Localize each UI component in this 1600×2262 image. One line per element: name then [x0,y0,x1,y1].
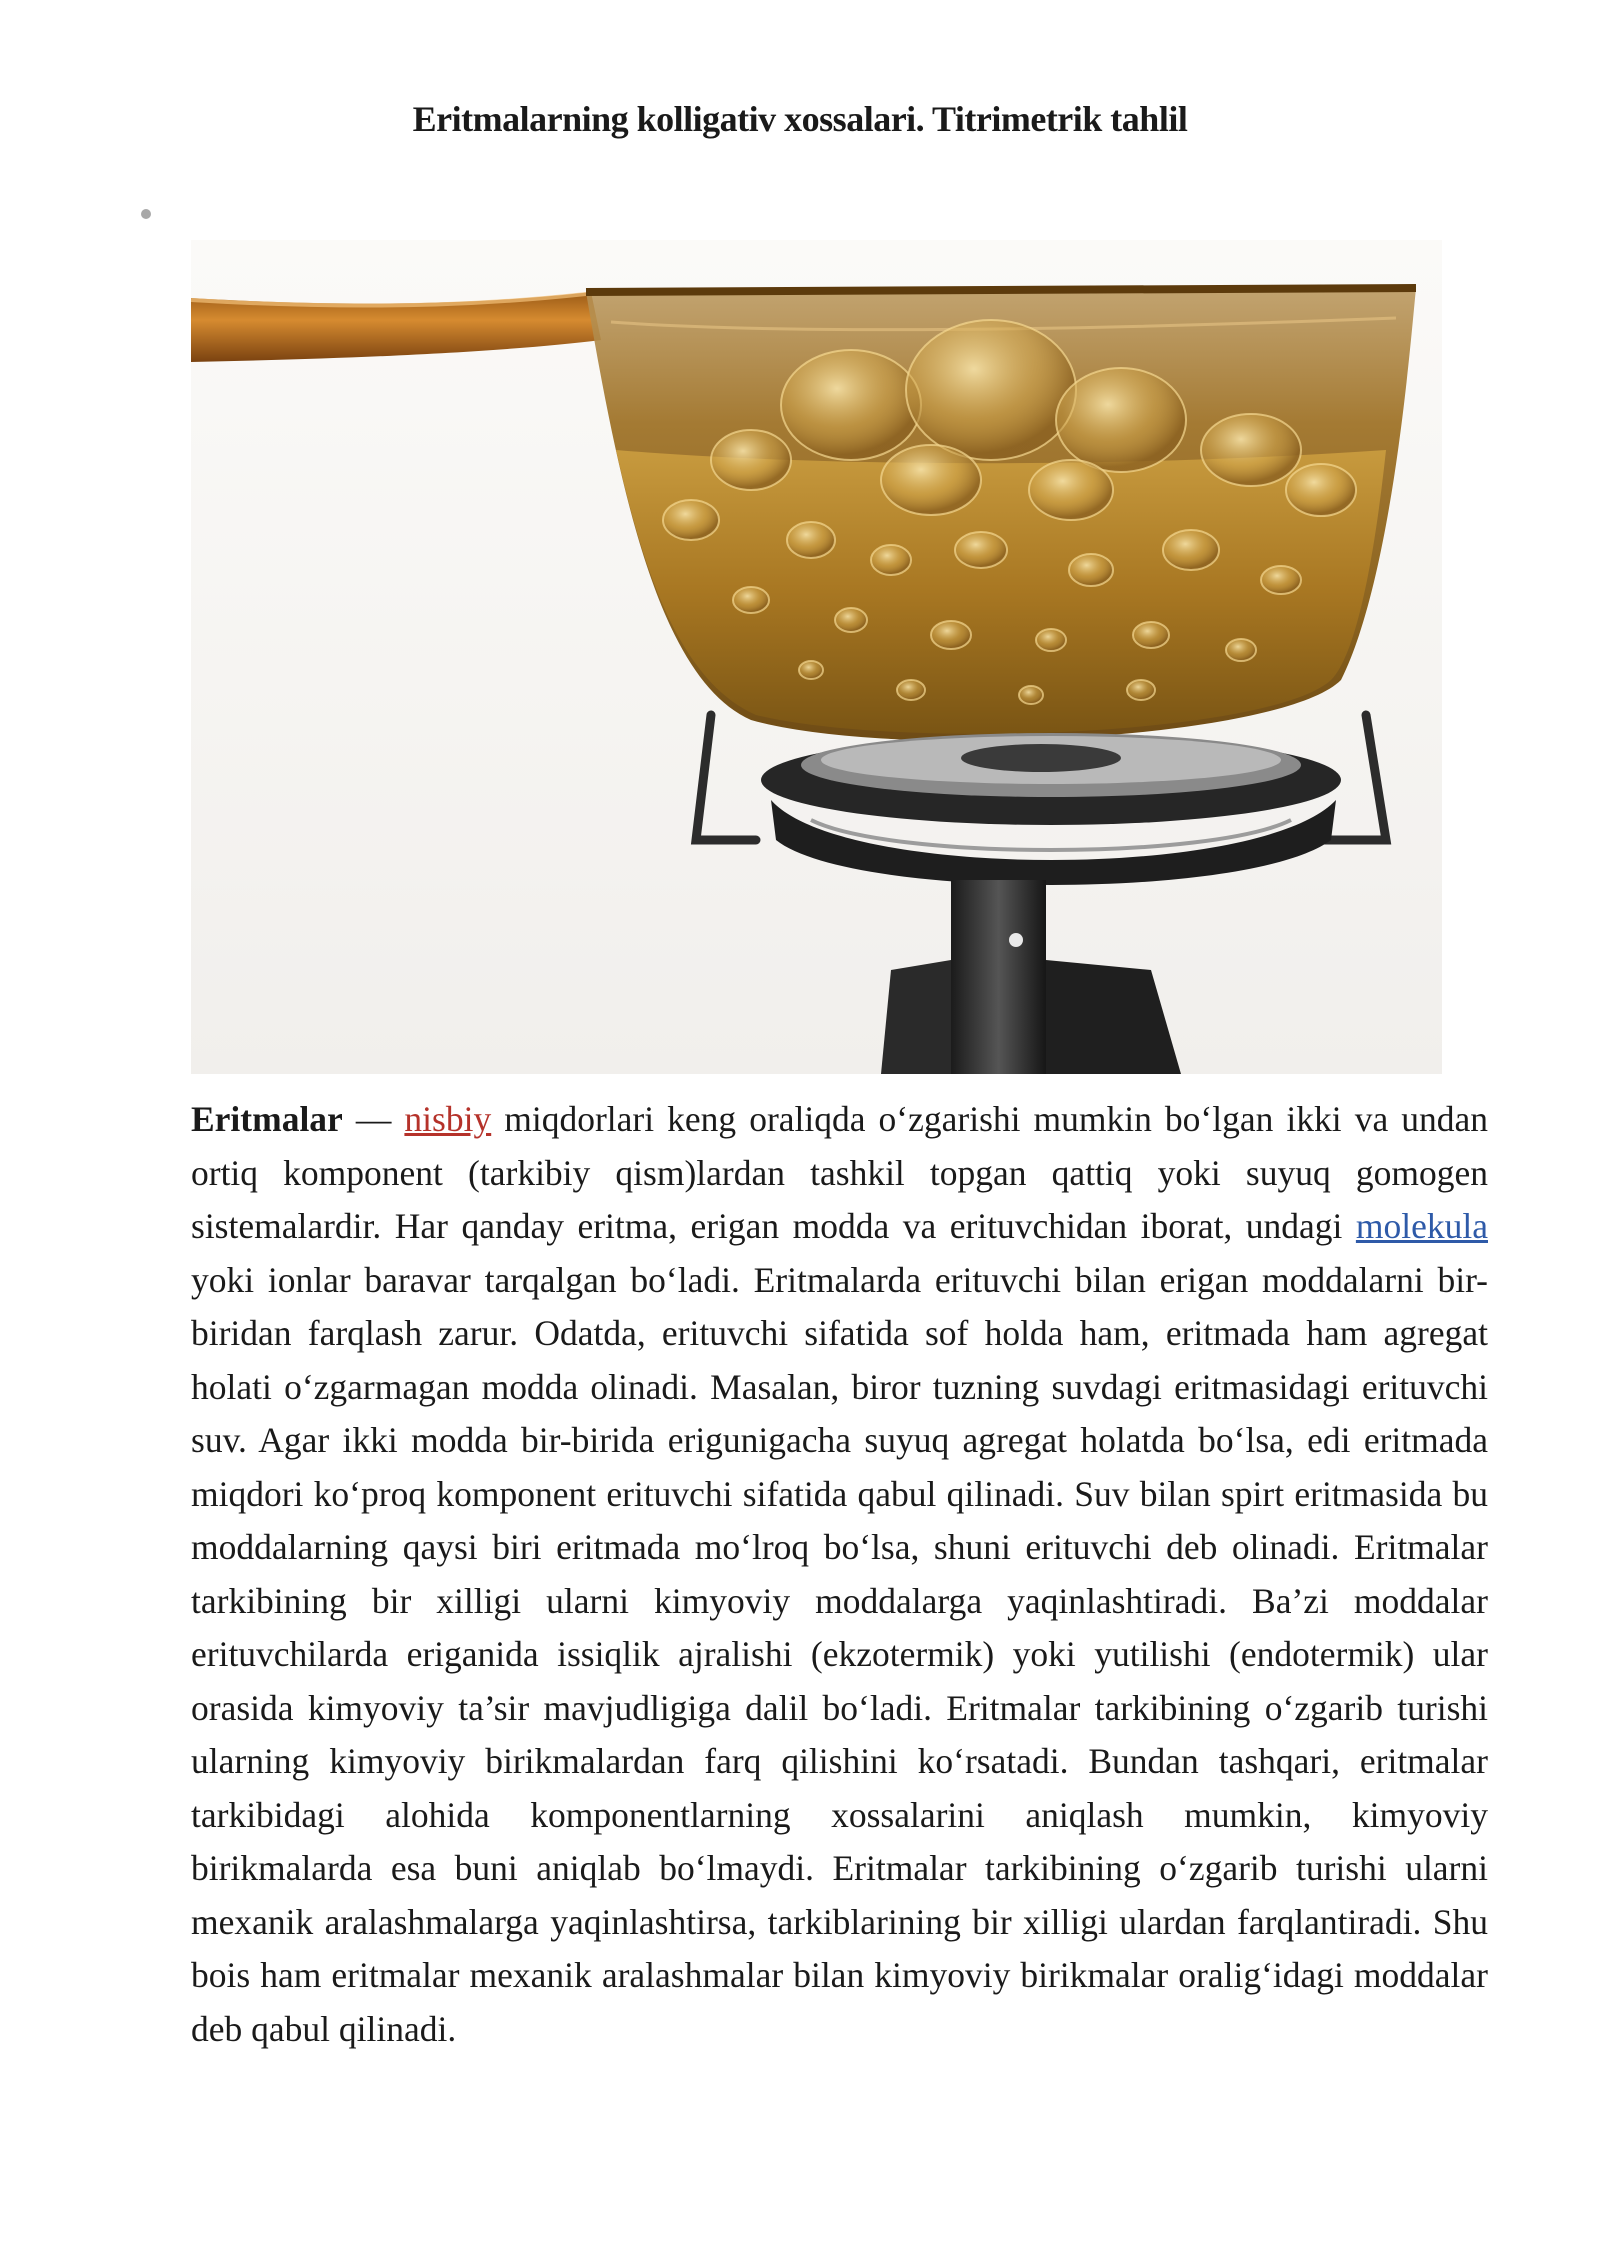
list-bullet [141,209,151,219]
lead-term: Eritmalar [191,1099,343,1139]
page-title: Eritmalarning kolligativ xossalari. Titrimetrik tahlil [412,99,1188,139]
em-dash: — [342,1099,405,1139]
article-photo-boiling-pot [191,240,1442,1074]
paragraph-text-1: miqdorlari keng oraliqda oʻzgarishi mumkin boʻlgan ikki va undan ortiq komponent (tarkibiy qism)lardan tashkil topgan qattiq yoki suyuq gomogen sistemalardir. Har qanday eritma, erigan modda va erituvchidan iborat, undagi [191,1099,1488,1246]
paragraph-text-2: yoki ionlar baravar tarqalgan boʻladi. Eritmalarda erituvchi bilan erigan moddalarni bir-biridan farqlash zarur. Odatda, erituvchi sifatida sof holda ham, eritmada ham agregat holati oʻzgarmagan modda olinadi. Masalan, biror tuzning suvdagi eritmasidagi erituvchi suv. Agar ikki modda bir-birida erigunigacha suyuq agregat holatda boʻlsa, edi eritmada miqdori koʻproq komponent erituvchi sifatida qabul qilinadi. Suv bilan spirt eritmasida bu moddalarning qaysi biri eritmada moʻlroq boʻlsa, shuni erituvchi deb olinadi. Eritmalar tarkibining bir xilligi ularni kimyoviy moddalarga yaqinlashtiradi. Ba’zi moddalar erituvchilarda eriganida issiqlik ajralishi (ekzotermik) yoki yutilishi (endotermik) ular orasida kimyoviy ta’sir mavjudligiga dalil boʻladi. Eritmalar tarkibining oʻzgarib turishi ularning kimyoviy birikmalardan farq qilishini koʻrsatadi. Bundan tashqari, eritmalar tarkibidagi alohida komponentlarning xossalarini aniqlash mumkin, kimyoviy birikmalarda esa buni aniqlab boʻlmaydi. Eritmalar tarkibining oʻzgarib turishi ularni mexanik aralashmalarga yaqinlashtirsa, tarkiblarining bir xilligi ulardan farqlantiradi. Shu bois ham eritmalar mexanik aralashmalar bilan kimyoviy birikmalar oraligʻidagi moddalar deb qabul qilinadi. [191,1259,1488,2049]
link-molekula[interactable]: molekula [1355,1206,1488,1246]
article-paragraph [191,1093,1488,2056]
link-nisbiy[interactable]: nisbiy [404,1099,492,1139]
